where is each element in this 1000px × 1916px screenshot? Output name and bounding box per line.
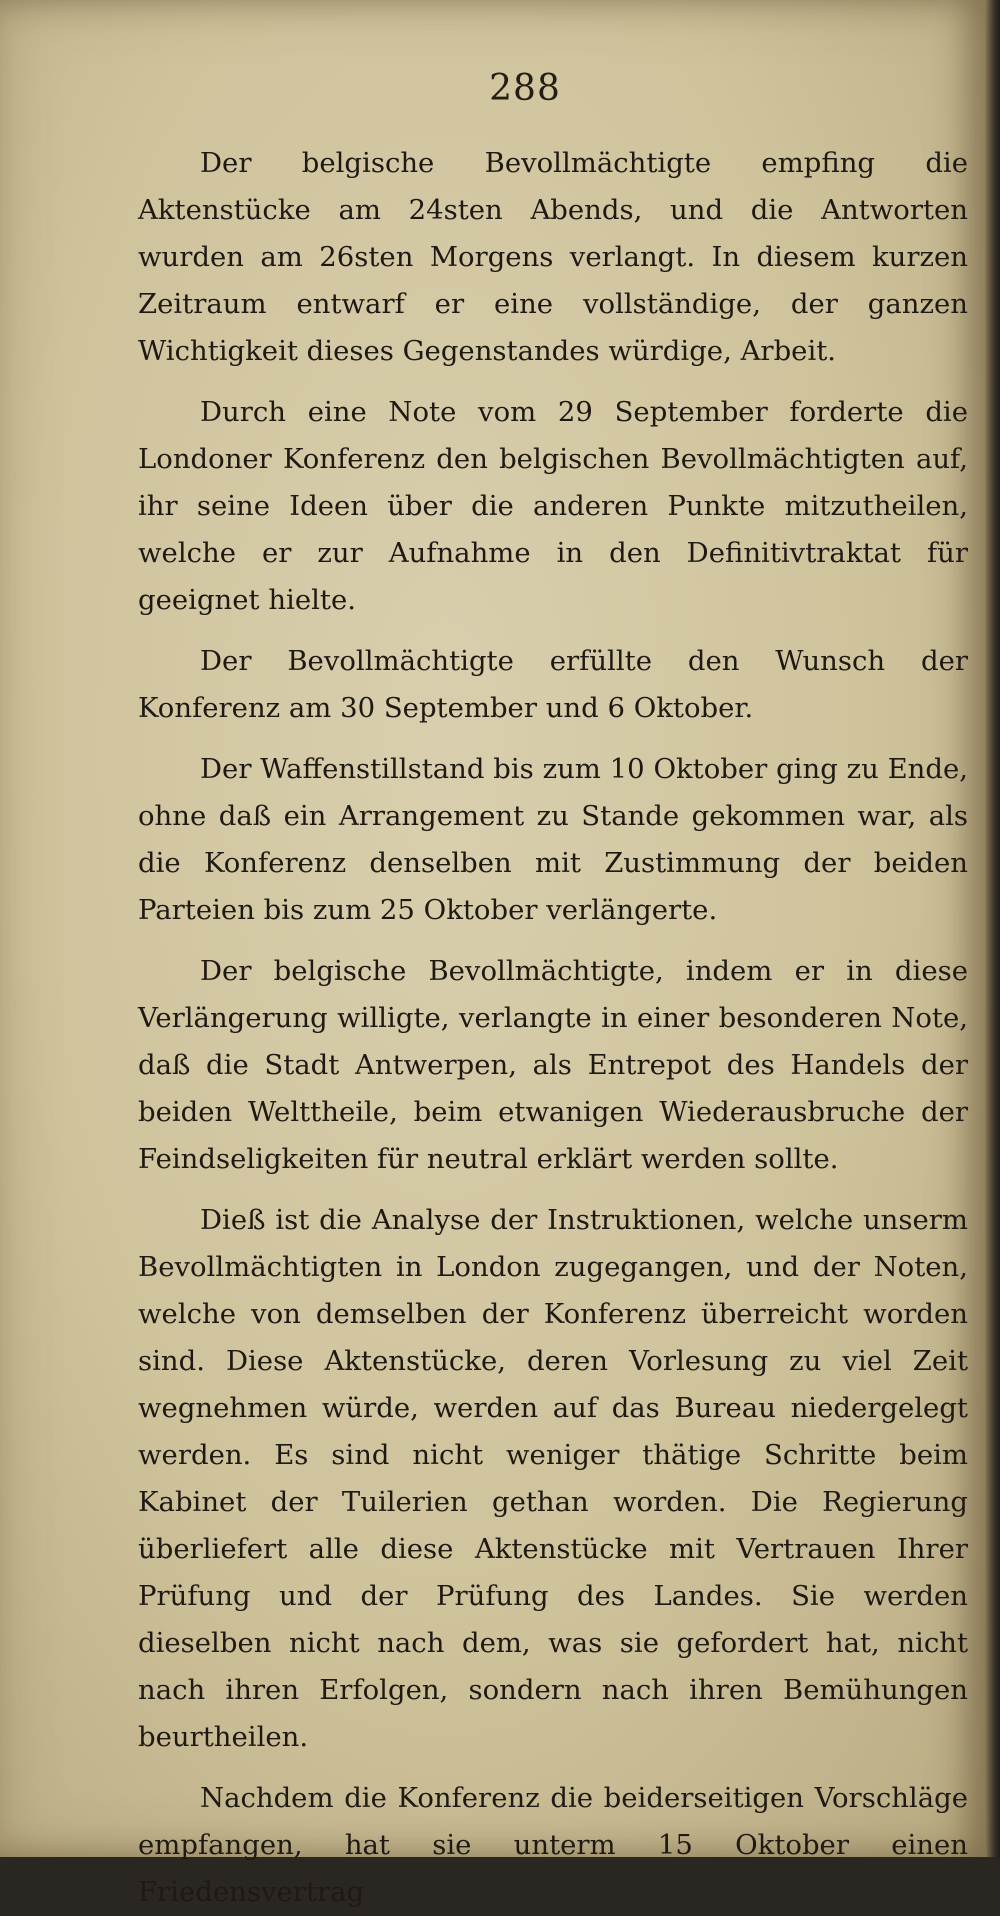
body-text (138, 140, 968, 1916)
paragraph: Der Bevollmächtigte erfüllte den Wunsch der Konferenz am 30 September und 6 Oktober. (138, 645, 968, 724)
paragraph: Nachdem die Konferenz die beiderseitigen Vorschläge empfangen, hat sie unterm 15 Oktober einen Friedensvertrag (138, 1782, 968, 1908)
paragraph: Durch eine Note vom 29 September forderte die Londoner Konferenz den belgischen Bevollmächtigten auf, ihr seine Ideen über die anderen Punkte mitzutheilen, welche er zur Aufnahme in den Definitivtraktat für geeignet hielte. (138, 396, 968, 616)
paragraph: Der belgische Bevollmächtigte, indem er in diese Verlängerung willigte, verlangte in einer besonderen Note, daß die Stadt Antwerpen, als Entrepot des Handels der beiden Welttheile, beim etwanigen Wiederausbruche der Feindseligkeiten für neutral erklärt werden sollte. (138, 955, 968, 1175)
paragraph: Der belgische Bevollmächtigte empfing die Aktenstücke am 24sten Abends, und die Antworten wurden am 26sten Morgens verlangt. In diesem kurzen Zeitraum entwarf er eine vollständige, der ganzen Wichtigkeit dieses Gegenstandes würdige, Arbeit. (138, 147, 968, 367)
page-number: 288 (489, 68, 561, 109)
paragraph: Dieß ist die Analyse der Instruktionen, welche unserm Bevollmächtigten in London zugegangen, und der Noten, welche von demselben der Konferenz überreicht worden sind. Diese Aktenstücke, deren Vorlesung zu viel Zeit wegnehmen würde, werden auf das Bureau niedergelegt werden. Es sind nicht weniger thätige Schritte beim Kabinet der Tuilerien gethan worden. Die Regierung überliefert alle diese Aktenstücke mit Vertrauen Ihrer Prüfung und der Prüfung des Landes. Sie werden dieselben nicht nach dem, was sie gefordert hat, nicht nach ihren Erfolgen, sondern nach ihren Bemühungen beurtheilen. (138, 1204, 968, 1753)
paragraph: Der Waffenstillstand bis zum 10 Oktober ging zu Ende, ohne daß ein Arrangement zu Stande gekommen war, als die Konferenz denselben mit Zustimmung der beiden Parteien bis zum 25 Oktober verlängerte. (138, 753, 968, 926)
page-edge-shadow (985, 0, 1000, 1857)
